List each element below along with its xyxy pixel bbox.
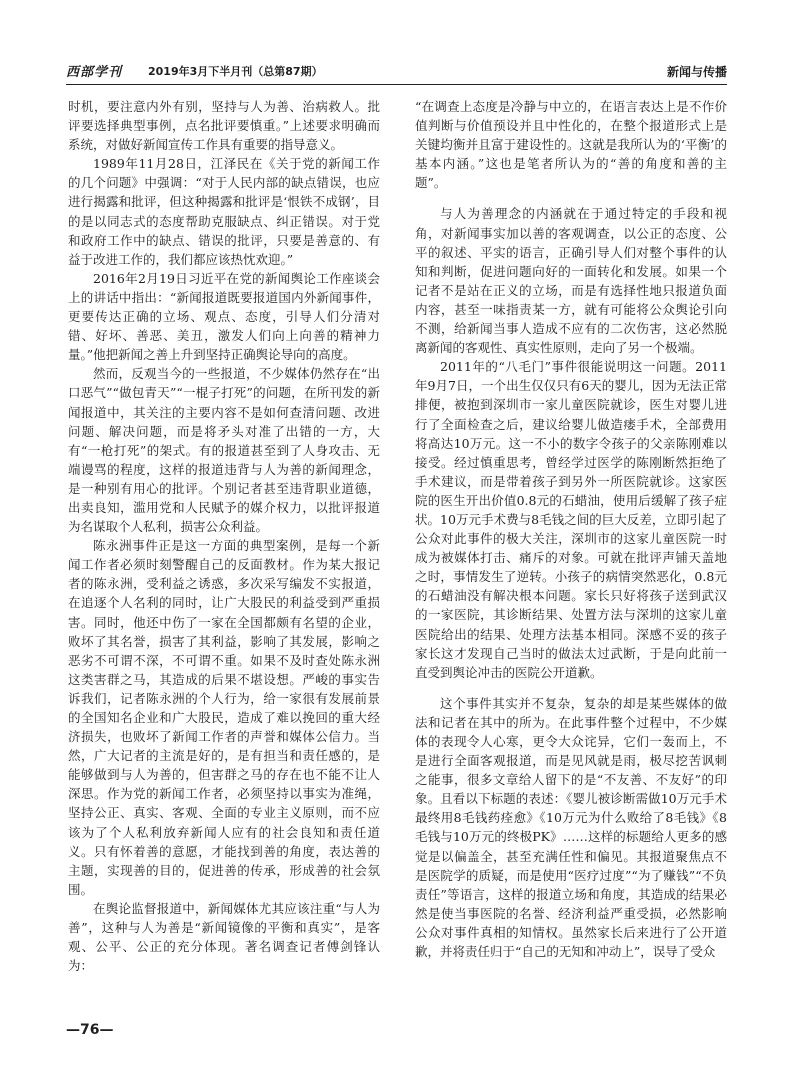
- paragraph: 然而，反观当今的一些报道，不少媒体仍然存在“出口恶气”“做包青天”“一棍子打死”的问题，在所刊发的新闻报道中，其关注的主要内容不是如何查清问题、改进问题、解决问题，而是将矛头对准了出错的一方，大有“一枪打死”的架式。有的报道甚至到了人身攻击、无端谩骂的程度，这样的报道违背与人为善的新闻理念，是一种别有用心的批评。个别记者甚至违背职业道德，出卖良知，滥用党和人民赋予的媒介权力，以批评报道为名谋取个人私利，损害公众利益。: [68, 366, 380, 535]
- paragraph: 2016年2月19日习近平在党的新闻舆论工作座谈会上的讲话中指出：“新闻报道既要报道国内外新闻事件，更要传达正确的立场、观点、态度，引导人们分清对错、好坏、善恶、美丑，激发人们向上向善的精神力量。”他把新闻之善上升到坚持正确舆论导向的高度。: [68, 270, 380, 363]
- journal-logo: 西部学刊: [66, 65, 123, 80]
- paragraph: 这个事件其实并不复杂，复杂的却是某些媒体的做法和记者在其中的所为。在此事件整个过程中，不少媒体的表现令人心寒，更令大众诧异，它们一轰而上，不是进行全面客观报道，而是见风就是雨，极尽挖苦讽刺之能事，很多文章给人留下的是“不友善、不友好”的印象。且看以下标题的表述：《婴儿被诊断需做10万元手术 最终用8毛钱药痊愈》《10万元为什么败给了8毛钱》《8毛钱与10万元的终极PK》……这样的标题给人更多的感觉是以偏盖全，甚至充满任性和偏见。其报道聚焦点不是医院学的质疑，而是使用“医疗过度”“为了赚钱”“不负责任”等语言，这样的报道立场和角度，其造成的结果必然是使当事医院的名誉、经济利益严重受损，必然影响公众对事件真相的知情权。虽然家长后来进行了公开道歉，并将责任归于“自己的无知和冲动上”，误导了受众: [415, 695, 727, 960]
- paragraph: 在舆论监督报道中，新闻媒体尤其应该注重“与人为善”，这种与人为善是“新闻镜像的平衡和真实”，是客观、公平、公正的充分体现。著名调查记者傅剑锋认为：: [68, 900, 380, 974]
- paragraph: 时机，要注意内外有别，坚持与人为善、治病救人。批评要选择典型事例，点名批评要慎重。”上述要求明确而系统，对做好新闻宣传工作具有重要的指导意义。: [68, 99, 380, 153]
- issue-info: 2019年3月下半月刊（总第87期）: [148, 65, 323, 78]
- left-column: [68, 97, 380, 975]
- paragraph: “在调查上态度是冷静与中立的，在语言表达上是不作价值判断与价值预设并且中性化的，在整个报道形式上是关键均衡并且富于建设性的。这就是我所认为的‘平衡’的基本内涵。”这也是笔者所认为的“善的角度和善的主题”。: [415, 99, 727, 191]
- paragraph: 陈永洲事件正是这一方面的典型案例，是每一个新闻工作者必须时刻警醒自己的反面教材。作为某大报记者的陈永洲，受利益之诱惑，多次采写编发不实报道，在追逐个人名利的同时，让广大股民的利益受到严重损害。同时，他还中伤了一家在全国都颇有名望的企业，败坏了其名誉，损害了其利益，影响了其发展，影响之恶劣不可谓不深，不可谓不重。如果不及时查处陈永洲这类害群之马，其造成的后果不堪设想。严峻的事实告诉我们，记者陈永洲的个人行为，给一家很有发展前景的全国知名企业和广大股民，造成了难以挽回的重大经济损失，也败坏了新闻工作者的声誉和媒体公信力。当然，广大记者的主流是好的，是有担当和责任感的，是能够做到与人为善的，但害群之马的存在也不能不让人深思。作为党的新闻工作者，必须坚持以事实为准绳，坚持公正、真实、客观、全面的专业主义原则，而不应该为了个人私利放弃新闻人应有的社会良知和责任道义。只有怀着善的意愿，才能找到善的角度，表达善的主题，实现善的目的，促进善的传承，形成善的社会氛围。: [68, 538, 380, 897]
- section-title: 新闻与传播: [666, 65, 727, 79]
- page-header: [66, 58, 727, 85]
- paragraph: 2011年的“八毛门”事件很能说明这一问题。2011年9月7日，一个出生仅仅只有6天的婴儿，因为无法正常排便，被抱到深圳市一家儿童医院就诊，医生对婴儿进行了全面检查之后，建议给婴儿做造瘘手术，全部费用将高达10万元。这一不小的数字令孩子的父亲陈刚难以接受。经过慎重思考，曾经学过医学的陈刚断然拒绝了手术建议，而是带着孩子到另外一所医院就诊。这家医院的医生开出价值0.8元的石蜡油，使用后缓解了孩子症状。10万元手术费与8毛钱之间的巨大反差，立即引起了公众对此事件的极大关注，深圳市的这家儿童医院一时成为被媒体打击、痛斥的对象。可就在批评声铺天盖地之时，事情发生了逆转。小孩子的病情突然恶化，0.8元的石蜡油没有解决根本问题。家长只好将孩子送到武汉的一家医院，其诊断结果、处置方法与深圳的这家儿童医院给出的结果、处理方法基本相同。深感不妥的孩子家长这才发现自己当时的做法太过武断，于是向此前一直受到舆论冲击的医院公开道歉。: [415, 359, 727, 680]
- paragraph: 1989年11月28日，江泽民在《关于党的新闻工作的几个问题》中强调：“对于人民内部的缺点错误，也应进行揭露和批评，但这种揭露和批评是‘恨铁不成钢’，目的是以同志式的态度帮助克服缺点、纠正错误。对于党和政府工作中的缺点、错误的批评，只要是善意的、有益于改进工作的，我们都应该热忱欢迎。”: [68, 156, 380, 267]
- paragraph: 与人为善理念的内涵就在于通过特定的手段和视角，对新闻事实加以善的客观调查，以公正的态度、公平的叙述、平实的语言，正确引导人们对整个事件的认知和判断，促进问题向好的一面转化和发展。如果一个记者不是站在正义的立场，而是有选择性地只报道负面内容，甚至一味指责某一方，就有可能将公众舆论引向不测，给新闻当事人造成不应有的二次伤害，这必然脱离新闻的客观性、真实性原则，走向了另一个极端。: [415, 206, 727, 356]
- page-number: —76—: [66, 1022, 114, 1038]
- right-column: [415, 97, 727, 961]
